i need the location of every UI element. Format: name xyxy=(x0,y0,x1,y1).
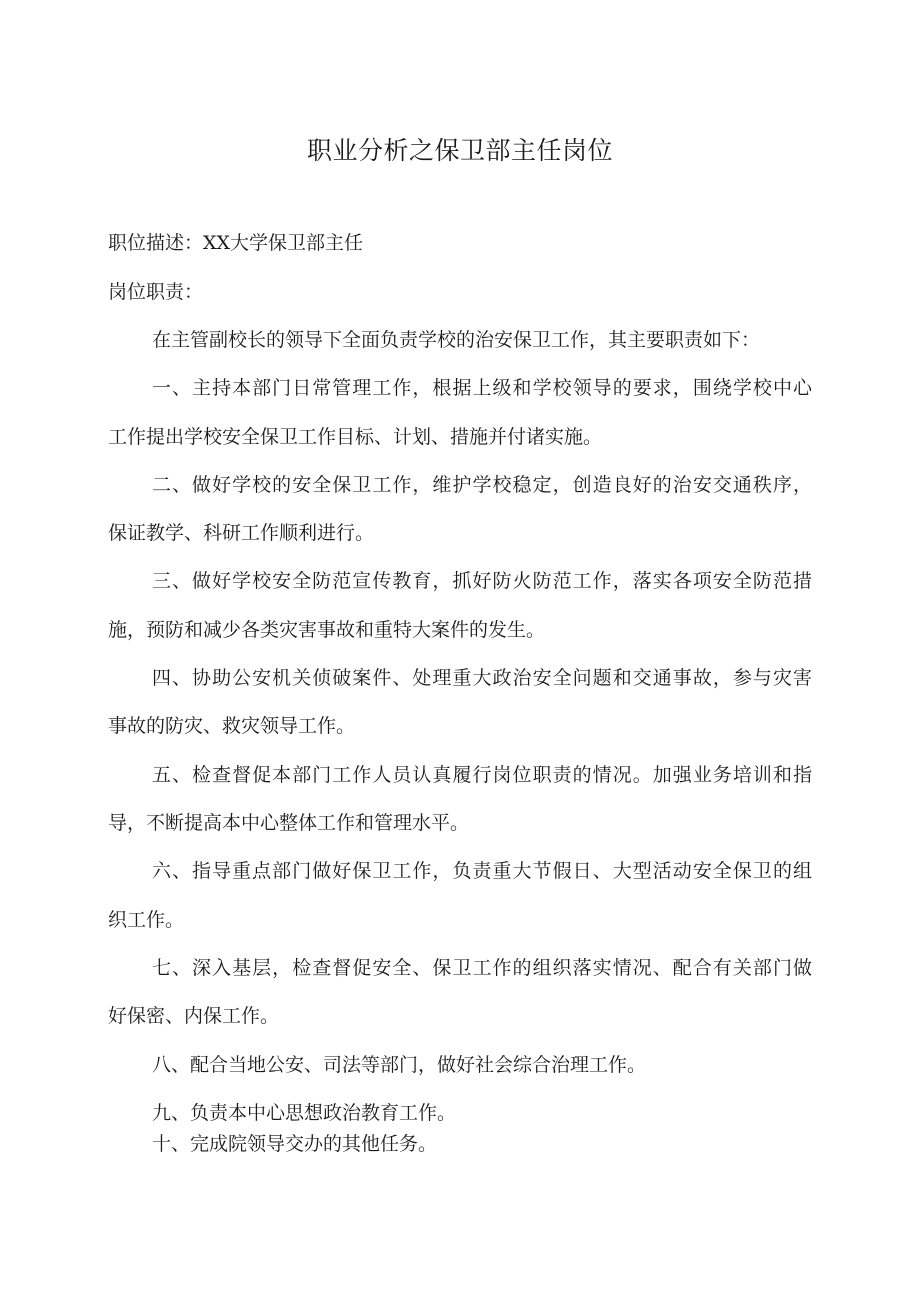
duty-item-2-line-1: 二、做好学校的安全保卫工作，维护学校稳定，创造良好的治安交通秩序， xyxy=(152,474,812,496)
duties-intro: 在主管副校长的领导下全面负责学校的治安保卫工作，其主要职责如下： xyxy=(152,329,761,351)
duty-item-5-line-2: 导，不断提高本中心整体工作和管理水平。 xyxy=(108,812,470,834)
duty-item-7-line-2: 好保密、内保工作。 xyxy=(108,1005,280,1027)
duty-item-3-line-1: 三、做好学校安全防范宣传教育，抓好防火防范工作，落实各项安全防范措 xyxy=(152,570,812,592)
duty-item-10: 十、完成院领导交办的其他任务。 xyxy=(152,1133,438,1155)
duties-heading: 岗位职责： xyxy=(108,281,204,303)
duty-item-6-line-2: 织工作。 xyxy=(108,909,185,931)
duty-item-1-line-1: 一、主持本部门日常管理工作，根据上级和学校领导的要求，围绕学校中心 xyxy=(152,377,812,399)
duty-item-2-line-2: 保证教学、科研工作顺利进行。 xyxy=(108,522,375,544)
duty-item-1-line-2: 工作提出学校安全保卫工作目标、计划、措施并付诸实施。 xyxy=(108,426,603,448)
duty-item-7-line-1: 七、深入基层，检查督促安全、保卫工作的组织落实情况、配合有关部门做 xyxy=(152,957,812,979)
duty-item-9: 九、负责本中心思想政治教育工作。 xyxy=(152,1102,457,1124)
duty-item-4-line-1: 四、协助公安机关侦破案件、处理重大政治安全问题和交通事故，参与灾害 xyxy=(152,667,812,689)
duty-item-6-line-1: 六、指导重点部门做好保卫工作，负责重大节假日、大型活动安全保卫的组 xyxy=(152,860,812,882)
position-description: 职位描述：XX大学保卫部主任 xyxy=(108,232,364,254)
page-title: 职业分析之保卫部主任岗位 xyxy=(306,136,613,165)
duty-item-4-line-2: 事故的防灾、救灾领导工作。 xyxy=(108,715,356,737)
duty-item-5-line-1: 五、检查督促本部门工作人员认真履行岗位职责的情况。加强业务培训和指 xyxy=(152,764,812,786)
duty-item-8: 八、配合当地公安、司法等部门，做好社会综合治理工作。 xyxy=(152,1054,647,1076)
duty-item-3-line-2: 施，预防和减少各类灾害事故和重特大案件的发生。 xyxy=(108,619,546,641)
